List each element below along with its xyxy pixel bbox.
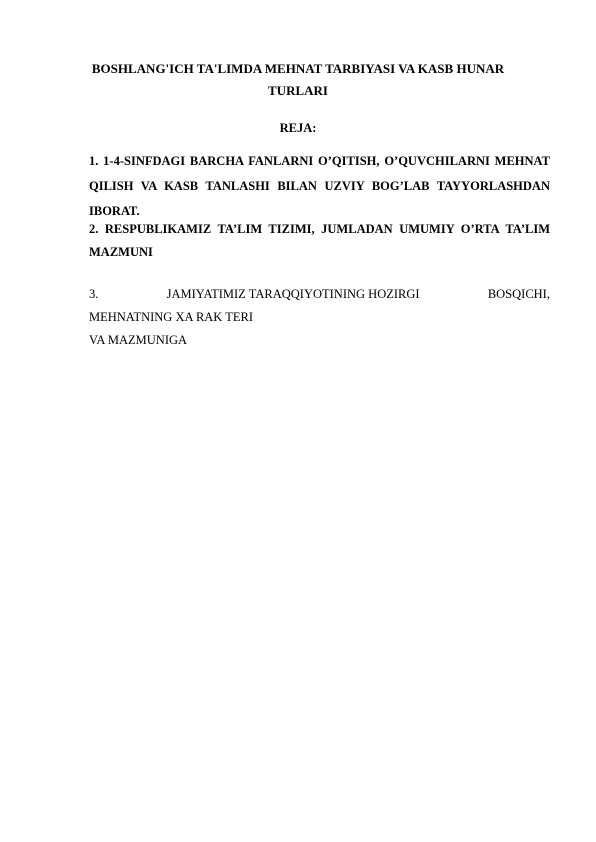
plan-heading: REJA: bbox=[279, 121, 317, 135]
document-title: BOSHLANG'ICH TA'LIMDA MEHNAT TARBIYASI VA KASB HUNAR TURLARI bbox=[91, 61, 505, 98]
plan-item-3-first-line bbox=[89, 283, 550, 306]
plan-item-3-part-b: BOSQICHI, bbox=[487, 287, 550, 301]
plan-item-3 bbox=[89, 283, 550, 352]
plan-item-3-number: 3. bbox=[89, 287, 99, 301]
plan-item-1: 1. 1-4-SINFDAGI BARCHA FANLARNI O’QITISH, O’QUVCHILARNI MEHNAT QILISH VA KASB TANLASHI BILAN UZVIY BOG’LAB TAYYORLASHDAN IBORAT. bbox=[89, 154, 550, 218]
plan-item-3-line-2: MEHNATNING XA RAK TERI bbox=[89, 310, 254, 324]
plan-item-2: 2. RESPUBLIKAMIZ TA’LIM TIZIMI, JUMLADAN UMUMIY O’RTA TA’LIM MAZMUNI bbox=[89, 222, 550, 259]
plan-item-3-line-3: VA MAZMUNIGA bbox=[89, 333, 188, 347]
plan-item-3-part-a: JAMIYATIMIZ TARAQQIYOTINING HOZIRGI bbox=[166, 287, 420, 301]
